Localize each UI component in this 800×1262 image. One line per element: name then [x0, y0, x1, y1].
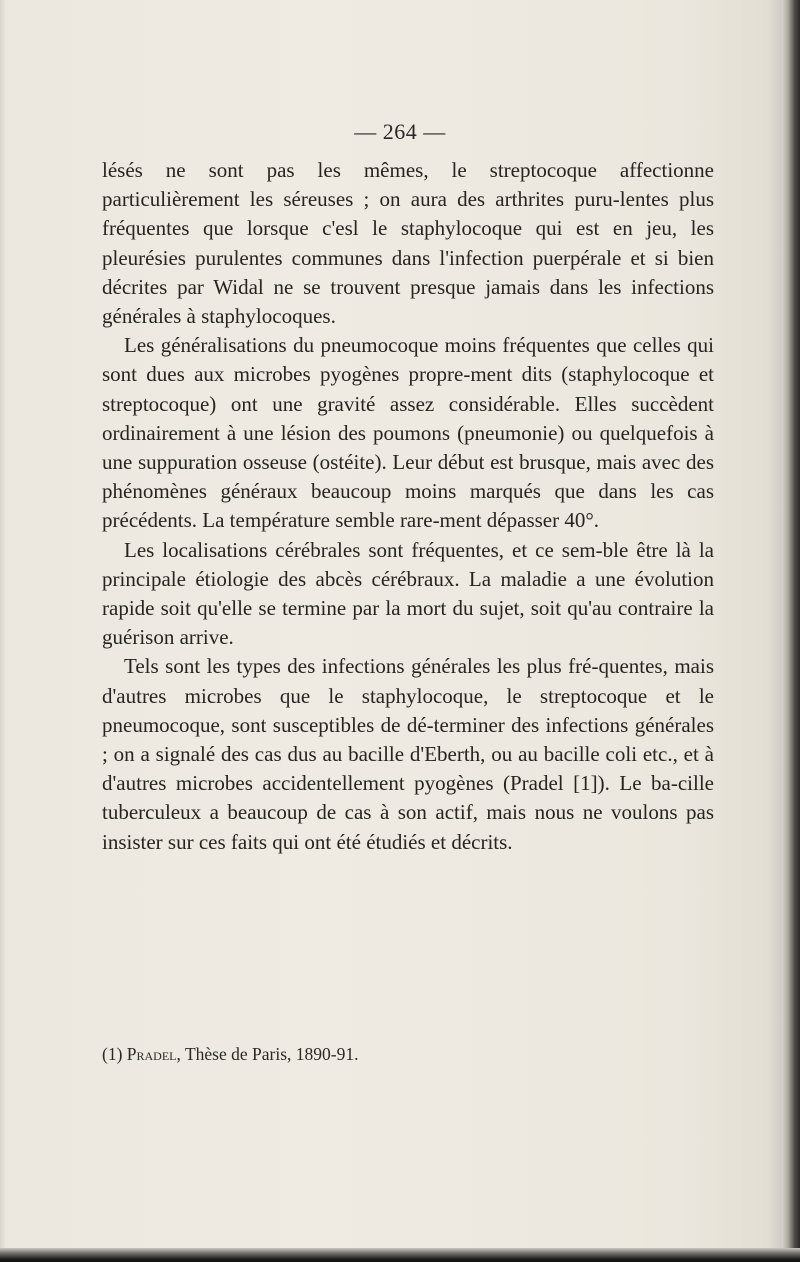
footnote-author: Pradel — [126, 1044, 177, 1064]
footnote-marker: (1) — [102, 1044, 123, 1064]
body-text — [102, 156, 714, 857]
paragraph-2: Les généralisations du pneumocoque moins fréquentes que celles qui sont dues aux microbes pyogènes propre-ment dits (staphylocoque et streptocoque) ont une gravité assez considérable. Elles succèdent ordinairement à une lésion des poumons (pneumonie) ou quelquefois à une suppuration osseuse (ostéite). Leur début est brusque, mais avec des phénomènes généraux beaucoup moins marqués que dans les cas précédents. La température semble rare-ment dépasser 40°. — [102, 333, 714, 533]
paragraph-4: Tels sont les types des infections générales les plus fré-quentes, mais d'autres microbes que le staphylocoque, le streptocoque et le pneumocoque, sont susceptibles de dé-terminer des infections générales ; on a signalé des cas dus au bacille d'Eberth, ou au bacille coli etc., et à d'autres microbes accidentellement pyogènes (Pradel [1]). Le ba-cille tuberculeux a beaucoup de cas à son actif, mais nous ne voulons pas insister sur ces faits qui ont été étudiés et décrits. — [102, 654, 714, 854]
page-number: — 264 — — [354, 119, 446, 144]
footnote-citation: , Thèse de Paris, 1890-91. — [176, 1044, 359, 1064]
paragraph-1: lésés ne sont pas les mêmes, le streptocoque affectionne particulièrement les séreuses ; on aura des arthrites puru-lentes plus fréquentes que lorsque c'esl le staphylocoque qui est en jeu, les pleurésies purulentes communes dans l'infection puerpérale et si bien décrites par Widal ne se trouvent presque jamais dans les infections générales à staphylocoques. — [102, 158, 714, 329]
page-binding-shadow — [782, 0, 800, 1262]
page-left-shadow — [0, 0, 6, 1262]
page-bottom-shadow — [0, 1248, 800, 1262]
footnote — [102, 1044, 714, 1065]
paragraph-3: Les localisations cérébrales sont fréquentes, et ce sem-ble être là la principale étiologie des abcès cérébraux. La maladie a une évolution rapide soit qu'elle se termine par la mort du sujet, soit qu'au contraire la guérison arrive. — [102, 537, 714, 650]
